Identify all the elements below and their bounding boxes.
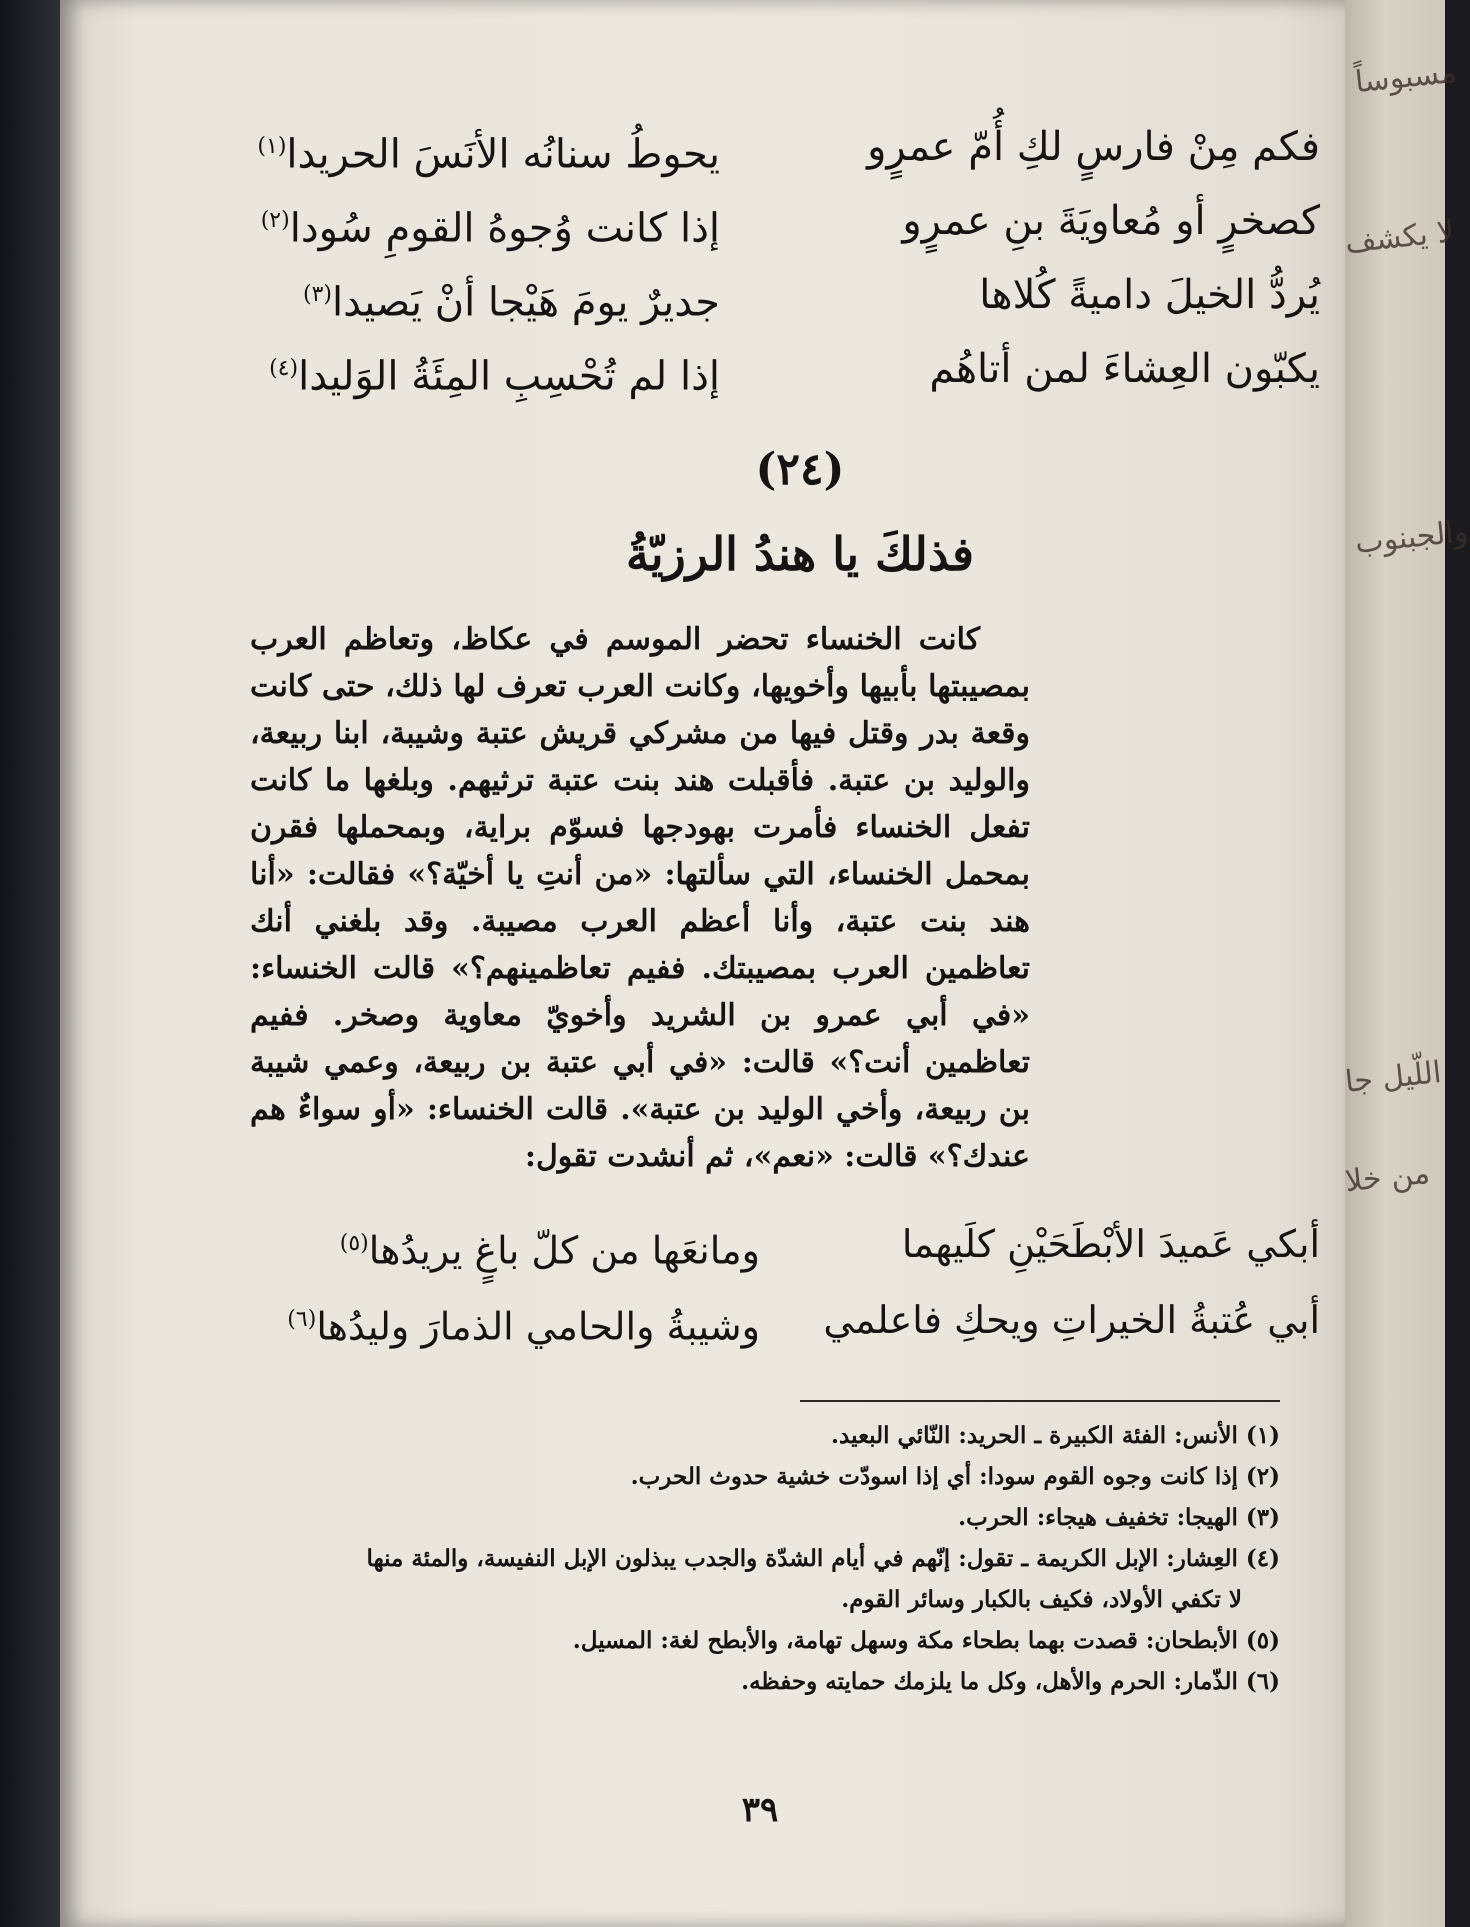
footnote: (٥) الأبطحان: قصدت بهما بطحاء مكة وسهل تهامة، والأبطح لغة: المسيل.: [572, 1627, 1280, 1654]
verse-first-hemistich: فكم مِنْ فارسٍ لكِ أُمّ عمرٍو: [867, 124, 1320, 170]
page-content: [200, 110, 1320, 1358]
footnote: (٤) العِشار: الإبل الكريمة ـ تقول: إنّهم في أيام الشدّة والجدب يبذلون الإبل النفيسة، والمئة منها: [366, 1545, 1280, 1572]
verse-second-hemistich: جديرٌ يومَ هَيْجا أنْ يَصيدا$^{(٣)}$: [302, 279, 720, 326]
footnote-ref: (٥): [339, 1231, 369, 1256]
footnote: (١) الأنس: الفئة الكبيرة ـ الحريد: النّائي البعيد.: [831, 1422, 1280, 1449]
verse-second-hemistich: إذا كانت وُجوهُ القومِ سُودا$^{(٢)}$: [260, 205, 720, 252]
footnote: (٣) الهيجا: تخفيف هيجاء: الحرب.: [958, 1504, 1280, 1531]
verse-line: [200, 110, 1320, 184]
intro-prose: [250, 616, 1030, 1180]
closing-verses: [200, 1206, 1320, 1358]
footnote-divider: [800, 1400, 1280, 1402]
opening-verses: [200, 110, 1320, 406]
footnote-ref: (١): [257, 134, 287, 159]
verse-first-hemistich: كصخرٍ أو مُعاويَةَ بنِ عمرٍو: [902, 198, 1320, 244]
page-number: ٣٩: [741, 1790, 779, 1830]
verse-line: [200, 1282, 1320, 1358]
verse-line: [200, 1206, 1320, 1282]
footnote: (٢) إذا كانت وجوه القوم سودا: أي إذا اسودّت خشية حدوث الحرب.: [630, 1463, 1280, 1490]
facing-page-edge: مسبوساً لا يكشف والجبنوب اللّيل جا من خلا: [1345, 0, 1445, 1927]
footnote: (٦) الذّمار: الحرم والأهل، وكل ما يلزمك حمايته وحفظه.: [741, 1668, 1280, 1695]
verse-second-hemistich: وشيبةُ والحامي الذمارَ وليدُها$^{(٦)}$: [287, 1304, 760, 1349]
poem-title: فذلكَ يا هندُ الرزيّةُ: [626, 527, 974, 581]
verse-first-hemistich: أبي عُتبةُ الخيراتِ ويحكِ فاعلمي: [823, 1298, 1320, 1342]
poem-number: (٢٤): [755, 444, 845, 495]
footnotes: [366, 1415, 1280, 1702]
verse-second-hemistich: إذا لم تُحْسِبِ المِئَةُ الوَليدا$^{(٤)}$: [269, 353, 720, 400]
footnote-ref: (٢): [260, 208, 290, 233]
footnote-continuation: لا تكفي الأولاد، فكيف بالكبار وسائر القوم.: [841, 1586, 1242, 1613]
verse-line: [200, 332, 1320, 406]
verse-first-hemistich: أبكي عَميدَ الأبْطَحَيْنِ كلَيهما: [901, 1222, 1320, 1266]
footnote-ref: (٦): [287, 1307, 317, 1332]
footnote-ref: (٤): [269, 356, 299, 381]
book-spine: [0, 0, 60, 1927]
footnote-ref: (٣): [302, 282, 332, 307]
verse-line: [200, 258, 1320, 332]
verse-second-hemistich: يحوطُ سنانُه الأنَسَ الحريدا$^{(١)}$: [257, 131, 720, 178]
verse-first-hemistich: يكبّون العِشاءَ لمن أتاهُم: [929, 346, 1320, 392]
prose-paragraph: كانت الخنساء تحضر الموسم في عكاظ، وتعاظم العرب بمصيبتها بأبيها وأخويها، وكانت العرب تعرف لها ذلك، حتى كانت وقعة بدر وقتل فيها من مشركي قريش عتبة وشيبة، ابنا ربيعة، والوليد بن عتبة. فأقبلت هند بنت عتبة ترثيهم. وبلغها ما كانت تفعل الخنساء فأمرت بهودجها فسوّم براية، وبمحملها فقرن بمحمل الخنساء، التي سألتها: «من أنتِ يا أخيّة؟» فقالت: «أنا هند بنت عتبة، وأنا أعظم العرب مصيبة. وقد بلغني أنك تعاظمين العرب بمصيبتك. ففيم تعاظمينهم؟» قالت الخنساء: «في أبي عمرو بن الشريد وأخويّ معاوية وصخر. ففيم تعاظمين أنت؟» قالت: «في أبي عتبة بن ربيعة، وعمي شيبة بن ربيعة، وأخي الوليد بن عتبة». قالت الخنساء: «أو سواءٌ هم عندك؟» قالت: «نعم»، ثم أنشدت تقول:: [250, 622, 1030, 1174]
verse-first-hemistich: يُردُّ الخيلَ داميةً كُلاها: [979, 272, 1320, 318]
verse-second-hemistich: ومانعَها من كلّ باغٍ يريدُها$^{(٥)}$: [339, 1228, 760, 1273]
verse-line: [200, 184, 1320, 258]
